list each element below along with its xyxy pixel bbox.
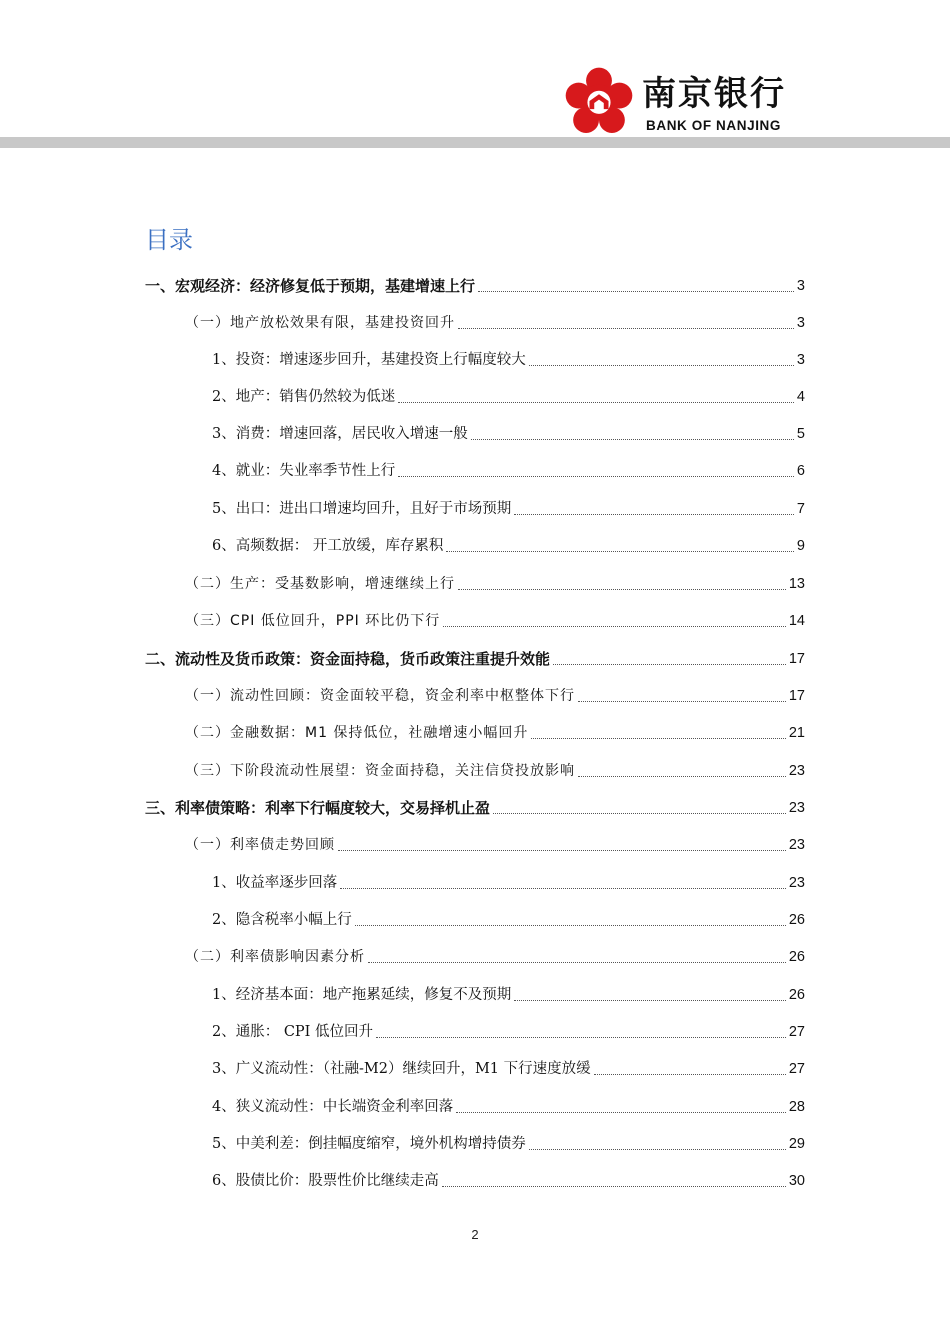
toc-entry-label: 4、就业：失业率季节性上行 xyxy=(212,463,396,479)
toc-entry[interactable] xyxy=(145,274,805,296)
toc-entry-label: 2、地产：销售仍然较为低迷 xyxy=(212,389,396,405)
toc-title: 目录 xyxy=(145,226,193,254)
toc-entry[interactable] xyxy=(145,908,805,930)
toc-leader-dots xyxy=(458,327,794,329)
toc-entry-label: 3、消费：增速回落，居民收入增速一般 xyxy=(212,426,468,442)
toc-entry[interactable] xyxy=(145,945,805,967)
toc-leader-dots xyxy=(531,737,785,739)
toc-entry-page: 4 xyxy=(796,389,805,405)
toc-entry-page: 26 xyxy=(788,912,805,928)
toc-entry[interactable] xyxy=(145,796,805,818)
toc-entry[interactable] xyxy=(145,422,805,444)
toc-entry-label: 6、股债比价：股票性价比继续走高 xyxy=(212,1173,439,1189)
toc-entry-page: 23 xyxy=(788,837,805,853)
page-header xyxy=(0,0,950,150)
toc-entry-label: （三）CPI 低位回升，PPI 环比仍下行 xyxy=(185,613,441,629)
toc-entry[interactable] xyxy=(145,684,805,706)
toc-entry-page: 13 xyxy=(788,576,805,592)
toc-leader-dots xyxy=(398,475,794,477)
toc-leader-dots xyxy=(456,1111,786,1113)
toc-leader-dots xyxy=(478,290,794,292)
toc-entry-label: 5、出口：进出口增速均回升，且好于市场预期 xyxy=(212,501,512,517)
toc-entry[interactable] xyxy=(145,497,805,519)
toc-leader-dots xyxy=(340,887,786,889)
toc-leader-dots xyxy=(578,775,786,777)
toc-entry-label: 2、隐含税率小幅上行 xyxy=(212,912,352,928)
toc-entry-page: 29 xyxy=(788,1136,805,1152)
toc-entry[interactable] xyxy=(145,1057,805,1079)
toc-entry[interactable] xyxy=(145,1169,805,1191)
header-divider-bar xyxy=(0,137,950,148)
toc-entry[interactable] xyxy=(145,1020,805,1042)
toc-entry[interactable] xyxy=(145,459,805,481)
toc-entry-page: 5 xyxy=(796,426,805,442)
toc-entry-page: 14 xyxy=(788,613,805,629)
toc-entry[interactable] xyxy=(145,871,805,893)
toc-leader-dots xyxy=(398,401,794,403)
toc-entry[interactable] xyxy=(145,385,805,407)
bank-name-chinese: 南京银行 xyxy=(642,74,786,114)
toc-entry-label: （一）地产放松效果有限，基建投资回升 xyxy=(185,315,455,331)
toc-entry-page: 26 xyxy=(788,987,805,1003)
toc-leader-dots xyxy=(368,961,786,963)
toc-leader-dots xyxy=(338,849,786,851)
toc-leader-dots xyxy=(514,513,794,515)
toc-entry-page: 27 xyxy=(788,1024,805,1040)
toc-entry[interactable] xyxy=(145,1095,805,1117)
toc-leader-dots xyxy=(594,1073,786,1075)
toc-entry-page: 27 xyxy=(788,1061,805,1077)
toc-leader-dots xyxy=(529,1148,786,1150)
toc-entry-label: 4、狭义流动性：中长端资金利率回落 xyxy=(212,1099,454,1115)
toc-entry-page: 17 xyxy=(788,651,805,667)
toc-entry-page: 23 xyxy=(788,763,805,779)
toc-entry-label: （一）流动性回顾：资金面较平稳，资金利率中枢整体下行 xyxy=(185,688,575,704)
toc-leader-dots xyxy=(458,588,786,590)
toc-entry-label: 1、投资：增速逐步回升，基建投资上行幅度较大 xyxy=(212,352,526,368)
toc-leader-dots xyxy=(529,364,794,366)
bank-logo-icon xyxy=(565,67,633,135)
toc-entry-label: 二、流动性及货币政策：资金面持稳，货币政策注重提升效能 xyxy=(145,650,551,668)
page-number: 2 xyxy=(471,1227,479,1242)
toc-entry[interactable] xyxy=(145,609,805,631)
toc-entry-page: 7 xyxy=(796,501,805,517)
toc-leader-dots xyxy=(355,924,786,926)
toc-entry-label: 3、广义流动性：（社融-M2）继续回升，M1 下行速度放缓 xyxy=(212,1061,591,1077)
toc-entry[interactable] xyxy=(145,534,805,556)
toc-entry[interactable] xyxy=(145,348,805,370)
toc-entry-page: 21 xyxy=(788,725,805,741)
toc-entry[interactable] xyxy=(145,647,805,669)
toc-entry[interactable] xyxy=(145,759,805,781)
toc-entry[interactable] xyxy=(145,572,805,594)
toc-entry-label: （一）利率债走势回顾 xyxy=(185,837,335,853)
toc-entry-page: 9 xyxy=(796,538,805,554)
toc-leader-dots xyxy=(443,625,786,627)
bank-name-english: BANK OF NANJING xyxy=(646,118,782,133)
toc-entry-label: （二）利率债影响因素分析 xyxy=(185,949,365,965)
toc-leader-dots xyxy=(578,700,786,702)
toc-entry-page: 6 xyxy=(796,463,805,479)
toc-entry-page: 3 xyxy=(796,315,805,331)
toc-leader-dots xyxy=(514,999,786,1001)
toc-leader-dots xyxy=(442,1185,786,1187)
toc-entry-label: （三）下阶段流动性展望：资金面持稳，关注信贷投放影响 xyxy=(185,763,575,779)
toc-entry[interactable] xyxy=(145,721,805,743)
toc-leader-dots xyxy=(471,438,794,440)
toc-entry-label: 一、宏观经济：经济修复低于预期，基建增速上行 xyxy=(145,277,476,295)
toc-entry[interactable] xyxy=(145,311,805,333)
toc-entry-label: （二）生产：受基数影响，增速继续上行 xyxy=(185,576,455,592)
toc-entry-label: 1、收益率逐步回落 xyxy=(212,875,338,891)
toc-entry-page: 3 xyxy=(796,352,805,368)
toc-entry[interactable] xyxy=(145,833,805,855)
toc-entry-label: （二）金融数据：M1 保持低位，社融增速小幅回升 xyxy=(185,725,529,741)
toc-leader-dots xyxy=(553,663,786,665)
toc-entry-label: 5、中美利差：倒挂幅度缩窄，境外机构增持债券 xyxy=(212,1136,526,1152)
toc-leader-dots xyxy=(446,550,794,552)
toc-entry-label: 6、高频数据： 开工放缓，库存累积 xyxy=(212,538,444,554)
toc-entry[interactable] xyxy=(145,983,805,1005)
toc-entry-label: 三、利率债策略：利率下行幅度较大，交易择机止盈 xyxy=(145,799,491,817)
toc-entry-page: 30 xyxy=(788,1173,805,1189)
toc-entry-page: 23 xyxy=(788,800,805,816)
toc-leader-dots xyxy=(493,812,786,814)
toc-entry-label: 2、通胀： CPI 低位回升 xyxy=(212,1024,374,1040)
toc-entry-page: 3 xyxy=(796,278,805,294)
toc-entry[interactable] xyxy=(145,1132,805,1154)
toc-entry-label: 1、经济基本面：地产拖累延续，修复不及预期 xyxy=(212,987,512,1003)
toc-entry-page: 28 xyxy=(788,1099,805,1115)
toc-leader-dots xyxy=(376,1036,786,1038)
toc-entry-page: 23 xyxy=(788,875,805,891)
toc-entry-page: 17 xyxy=(788,688,805,704)
toc-entry-page: 26 xyxy=(788,949,805,965)
